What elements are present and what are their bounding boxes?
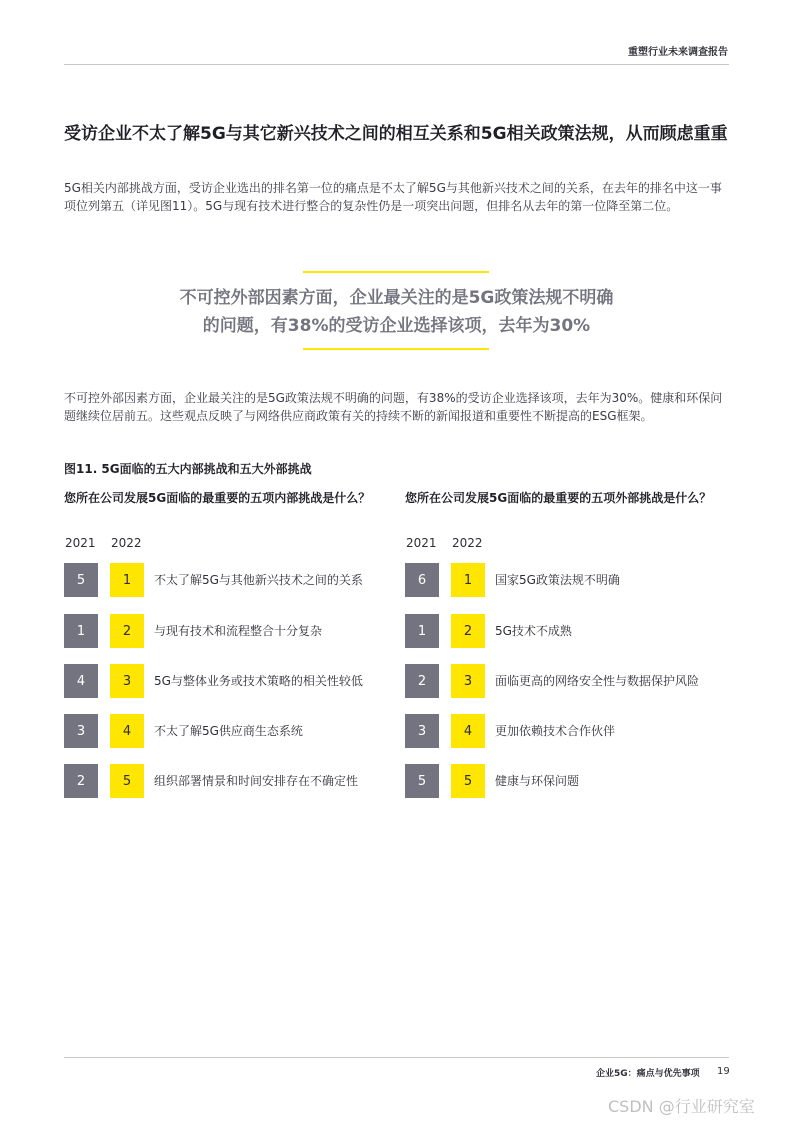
internal-label: 5G与整体业务或技术策略的相关性较低: [154, 674, 363, 688]
external-rank-2021: 6: [405, 563, 439, 597]
quote-top-bar: [303, 271, 489, 273]
external-label: 5G技术不成熟: [495, 624, 572, 638]
internal-rank-2022: 2: [110, 614, 144, 648]
external-rank-2022: 2: [451, 614, 485, 648]
external-rank-2021: 3: [405, 714, 439, 748]
header-divider: [64, 64, 729, 65]
report-header-title: 重塑行业未来调查报告: [628, 47, 728, 58]
internal-question: 您所在公司发展5G面临的最重要的五项内部挑战是什么？: [64, 491, 371, 505]
internal-label: 不太了解5G与其他新兴技术之间的关系: [154, 573, 363, 587]
internal-rank-2021: 4: [64, 664, 98, 698]
internal-label: 组织部署情景和时间安排存在不确定性: [154, 774, 359, 788]
internal-label: 不太了解5G供应商生态系统: [154, 724, 303, 738]
external-rank-2021: 5: [405, 764, 439, 798]
section-heading: 受访企业不太了解5G与其它新兴技术之间的相互关系和5G相关政策法规，从而顾虑重重: [64, 124, 728, 144]
internal-year-2022: 2022: [111, 536, 142, 550]
pull-quote-line-2: 的问题，有38%的受访企业选择该项，去年为30%: [202, 316, 591, 336]
paragraph-2: 不可控外部因素方面，企业最关注的是5G政策法规不明确的问题，有38%的受访企业选择该项，去年为30%。健康和环保问题继续位居前五。这些观点反映了与网络供应商政策有关的持续不断的新闻报道和重要性不断提高的ESG框架。: [64, 391, 723, 423]
footer-divider: [64, 1057, 729, 1058]
external-year-2021: 2021: [406, 536, 437, 550]
internal-rank-2022: 5: [110, 764, 144, 798]
external-label: 面临更高的网络安全性与数据保护风险: [495, 674, 700, 688]
internal-label: 与现有技术和流程整合十分复杂: [154, 624, 323, 638]
external-rank-2021: 2: [405, 664, 439, 698]
footer-title: 企业5G：痛点与优先事项: [596, 1069, 700, 1079]
page-number: 19: [717, 1066, 730, 1077]
external-label: 国家5G政策法规不明确: [495, 573, 620, 587]
external-label: 健康与环保问题: [495, 774, 580, 788]
external-rank-2022: 5: [451, 764, 485, 798]
internal-rank-2021: 3: [64, 714, 98, 748]
pull-quote-line-1: 不可控外部因素方面，企业最关注的是5G政策法规不明确: [179, 288, 614, 308]
internal-rank-2021: 5: [64, 563, 98, 597]
external-year-2022: 2022: [452, 536, 483, 550]
internal-rank-2022: 1: [110, 563, 144, 597]
internal-rank-2022: 4: [110, 714, 144, 748]
figure-title: 图11. 5G面临的五大内部挑战和五大外部挑战: [64, 462, 312, 476]
external-rank-2022: 3: [451, 664, 485, 698]
external-rank-2022: 4: [451, 714, 485, 748]
watermark: CSDN @行业研究室: [608, 1097, 755, 1116]
internal-rank-2021: 2: [64, 764, 98, 798]
internal-rank-2022: 3: [110, 664, 144, 698]
external-question: 您所在公司发展5G面临的最重要的五项外部挑战是什么？: [405, 491, 712, 505]
pull-quote: [100, 284, 693, 340]
external-rank-2022: 1: [451, 563, 485, 597]
quote-bottom-bar: [303, 348, 489, 350]
external-label: 更加依赖技术合作伙伴: [495, 724, 616, 738]
internal-year-2021: 2021: [65, 536, 96, 550]
internal-rank-2021: 1: [64, 614, 98, 648]
paragraph-1: 5G相关内部挑战方面，受访企业选出的排名第一位的痛点是不太了解5G与其他新兴技术之间的关系，在去年的排名中这一事项位列第五（详见图11）。5G与现有技术进行整合的复杂性仍是一项突出问题，但排名从去年的第一位降至第二位。: [64, 181, 722, 213]
external-rank-2021: 1: [405, 614, 439, 648]
